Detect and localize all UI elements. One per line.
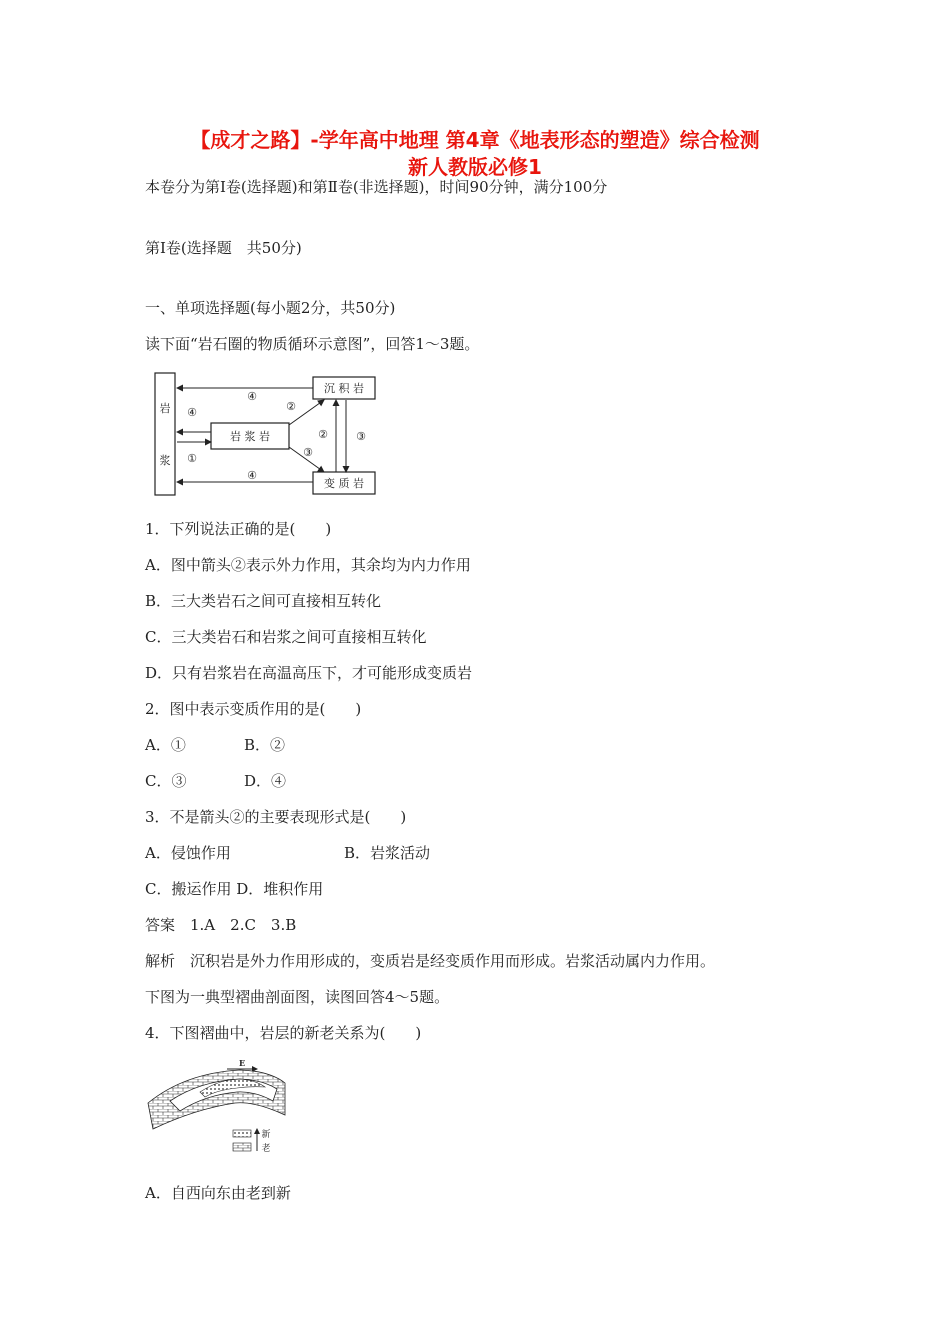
q3-option-b: B．岩浆活动 (344, 844, 431, 862)
arrow-label-1: ① (187, 452, 197, 465)
magma-label-char2: 浆 (159, 454, 171, 467)
section-heading: 一、单项选择题(每小题2分，共50分) (145, 299, 396, 317)
q4-stem: 4．下图褶曲中，岩层的新老关系为( ) (145, 1024, 422, 1042)
q2-option-b: B．② (244, 736, 286, 754)
legend-swatch-new (233, 1130, 251, 1137)
analysis-line: 解析 沉积岩是外力作用形成的，变质岩是经变质作用而形成。岩浆活动属内力作用。 (145, 952, 716, 970)
magma-label-char1: 岩 (159, 402, 171, 415)
read-prompt-2: 下图为一典型褶曲剖面图，读图回答4～5题。 (145, 988, 450, 1006)
q1-stem: 1．下列说法正确的是( ) (145, 520, 332, 538)
q2-stem: 2．图中表示变质作用的是( ) (145, 700, 362, 718)
q2-option-c: C．③ (145, 772, 187, 790)
legend-swatch-old (233, 1143, 251, 1151)
q1-option-b: B．三大类岩石之间可直接相互转化 (145, 592, 382, 610)
arrow-label-2-diagonal: ② (286, 400, 296, 413)
q3-option-a: A．侵蚀作用 (145, 844, 231, 862)
q1-option-c: C．三大类岩石和岩浆之间可直接相互转化 (145, 628, 427, 646)
q1-option-a: A．图中箭头②表示外力作用，其余均为内力作用 (145, 556, 471, 574)
legend-label-old: 老 (261, 1144, 271, 1154)
magma-box (155, 373, 175, 495)
legend-label-new: 新 (261, 1130, 271, 1140)
arrow-label-4-top: ④ (247, 390, 257, 403)
fold-outer-layer (148, 1070, 285, 1129)
magmatic-rock-label: 岩 浆 岩 (230, 430, 270, 443)
document-title-line2: 新人教版必修1 (408, 155, 542, 179)
rock-cycle-diagram (150, 368, 382, 500)
east-label: E (238, 1058, 246, 1068)
read-prompt-1: 读下面“岩石圈的物质循环示意图”，回答1～3题。 (145, 335, 480, 353)
q4-option-a: A．自西向东由老到新 (145, 1184, 291, 1202)
fold-cross-section-diagram (145, 1055, 295, 1160)
arrow-label-4-left: ④ (187, 406, 197, 419)
sedimentary-rock-label: 沉 积 岩 (324, 382, 364, 395)
part1-heading: 第Ⅰ卷(选择题 共50分) (145, 239, 302, 257)
document-title-line1: 【成才之路】-学年高中地理 第4章《地表形态的塑造》综合检测 (190, 128, 760, 152)
q3-option-cd: C．搬运作用 D．堆积作用 (145, 880, 324, 898)
q2-option-d: D．④ (244, 772, 287, 790)
metamorphic-rock-label: 变 质 岩 (324, 477, 364, 490)
exam-intro: 本卷分为第Ⅰ卷(选择题)和第Ⅱ卷(非选择题)，时间90分钟，满分100分 (145, 178, 608, 196)
q3-stem: 3．不是箭头②的主要表现形式是( ) (145, 808, 407, 826)
arrow-label-3-diagonal: ③ (303, 446, 313, 459)
q1-option-d: D．只有岩浆岩在高温高压下，才可能形成变质岩 (145, 664, 473, 682)
answer-line: 答案 1.A 2.C 3.B (145, 916, 297, 934)
arrow-label-4-bottom: ④ (247, 469, 257, 482)
q2-option-a: A．① (145, 736, 186, 754)
arrow-label-2-vertical: ② (318, 428, 328, 441)
arrow-label-3-vertical: ③ (356, 430, 366, 443)
